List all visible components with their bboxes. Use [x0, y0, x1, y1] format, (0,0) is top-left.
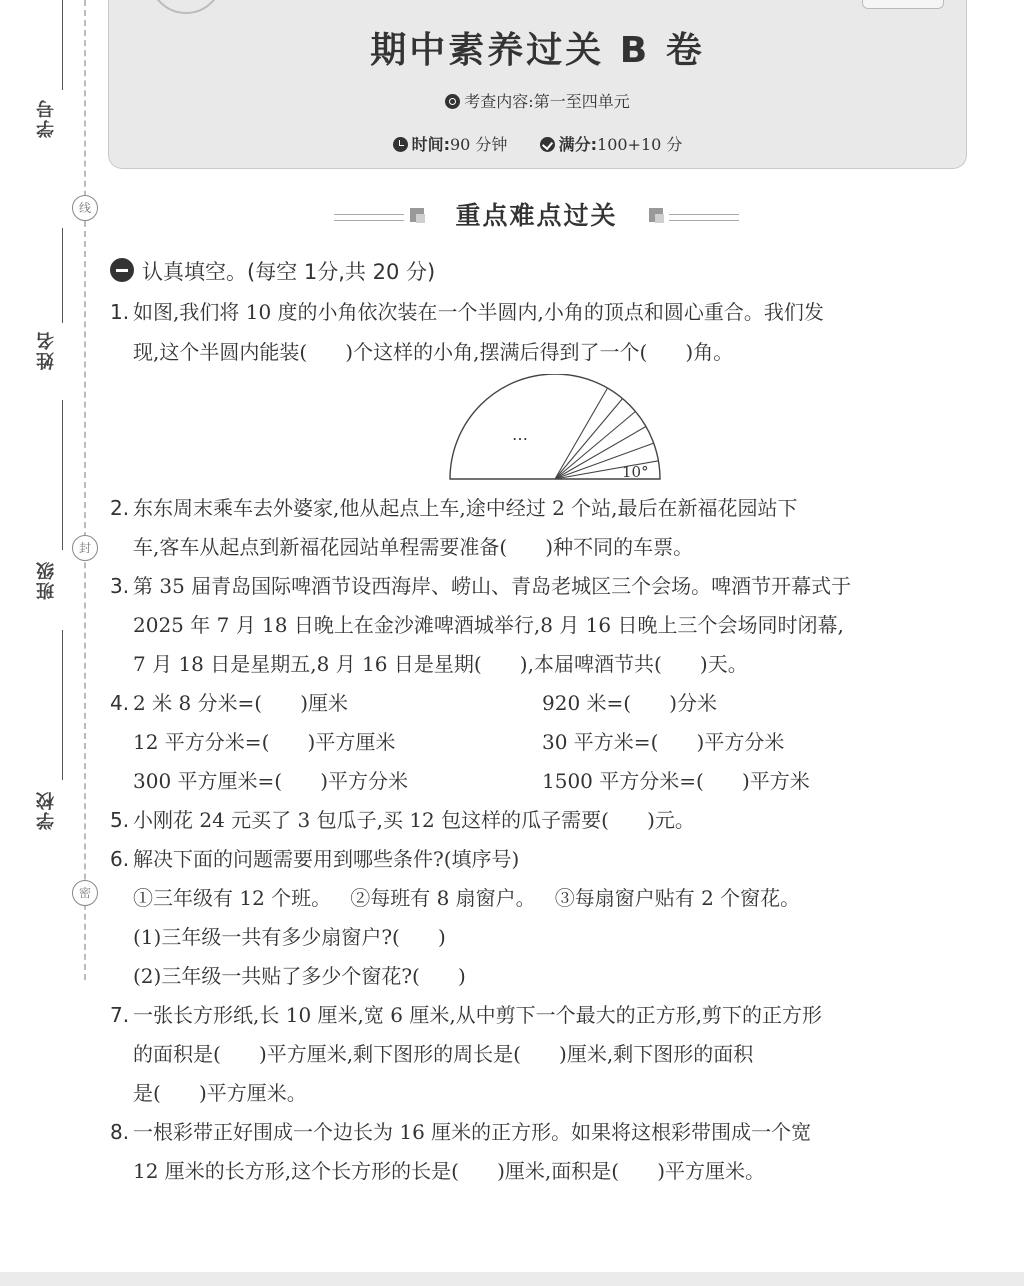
q7-number: 7. — [110, 1003, 130, 1027]
exam-header — [108, 0, 967, 169]
figure-angle-label: 10° — [622, 463, 649, 481]
class-line — [62, 400, 63, 550]
section-square-left — [410, 208, 424, 222]
q4-item-6: 1500 平方分米=( )平方米 — [542, 769, 810, 793]
q5-number: 5. — [110, 808, 130, 832]
q1-number: 1. — [110, 300, 130, 324]
q4-number: 4. — [110, 691, 130, 715]
part-one-title: 认真填空。(每空 1分,共 20 分) — [142, 260, 436, 284]
q2-line-2: 车,客车从起点到新福花园站单程需要准备( )种不同的车票。 — [133, 535, 694, 559]
exam-title: 期中素养过关 B 卷 — [370, 30, 705, 71]
scope-label: 考查内容: — [464, 92, 534, 111]
q1-semicircle-figure — [448, 374, 662, 484]
q6-sub-1: (1)三年级一共有多少扇窗户?( ) — [133, 925, 446, 949]
q6-sub-2: (2)三年级一共贴了多少个窗花?( ) — [133, 964, 466, 988]
q4-item-3: 12 平方分米=( )平方厘米 — [133, 730, 396, 754]
q2-number: 2. — [110, 496, 130, 520]
q3-number: 3. — [110, 574, 130, 598]
q1-line-1: 如图,我们将 10 度的小角依次装在一个半圆内,小角的顶点和圆心重合。我们发 — [133, 300, 824, 324]
q3-line-3: 7 月 18 日是星期五,8 月 16 日是星期( ),本届啤酒节共( )天。 — [133, 652, 748, 676]
score-label: 满分: — [558, 135, 598, 154]
q3-line-2: 2025 年 7 月 18 日晚上在金沙滩啤酒城举行,8 月 16 日晚上三个会场同时闭幕, — [133, 613, 844, 637]
clock-icon — [393, 137, 408, 152]
binding-margin — [0, 0, 100, 1000]
section-square-right — [649, 208, 663, 222]
school-line — [62, 630, 63, 780]
exam-scope — [109, 89, 966, 112]
time-value: 90 分钟 — [449, 135, 508, 154]
q4-item-4: 30 平方米=( )平方分米 — [542, 730, 785, 754]
semicircle-diagram — [448, 374, 662, 484]
q1-line-2: 现,这个半圆内能装( )个这样的小角,摆满后得到了一个( )角。 — [133, 340, 734, 364]
part-number-badge — [110, 258, 134, 282]
q6-line-1: 解决下面的问题需要用到哪些条件?(填序号) — [133, 847, 520, 871]
scope-value: 第一至四单元 — [533, 92, 630, 111]
class-label: 班级 — [36, 560, 57, 600]
header-decoration-circle — [149, 0, 223, 14]
seal-xian: 线 — [72, 195, 98, 221]
student-name-label: 姓名 — [36, 330, 57, 370]
student-name-line — [62, 228, 63, 323]
school-label: 学校 — [36, 790, 57, 830]
student-number-label: 学号 — [36, 98, 57, 138]
exam-time-score — [109, 132, 966, 155]
student-number-line — [62, 0, 63, 90]
header-decoration-tab — [862, 0, 944, 9]
q8-number: 8. — [110, 1120, 130, 1144]
score-value: 100+10 分 — [597, 135, 683, 154]
seal-feng: 封 — [72, 535, 98, 561]
q8-line-2: 12 厘米的长方形,这个长方形的长是( )厘米,面积是( )平方厘米。 — [133, 1159, 766, 1183]
section-title: 重点难点过关 — [455, 201, 618, 230]
q7-line-1: 一张长方形纸,长 10 厘米,宽 6 厘米,从中剪下一个最大的正方形,剪下的正方形 — [133, 1003, 823, 1027]
q4-item-1: 2 米 8 分米=( )厘米 — [133, 691, 349, 715]
q2-line-1: 东东周末乘车去外婆家,他从起点上车,途中经过 2 个站,最后在新福花园站下 — [133, 496, 798, 520]
page-bottom-bar — [0, 1272, 1024, 1286]
q5-line-1: 小刚花 24 元买了 3 包瓜子,买 12 包这样的瓜子需要( )元。 — [133, 808, 695, 832]
section-rule-left — [334, 214, 404, 221]
q8-line-1: 一根彩带正好围成一个边长为 16 厘米的正方形。如果将这根彩带围成一个宽 — [133, 1120, 812, 1144]
q7-line-2: 的面积是( )平方厘米,剩下图形的周长是( )厘米,剩下图形的面积 — [133, 1042, 754, 1066]
part-one-heading — [110, 256, 435, 286]
section-heading — [108, 198, 965, 234]
search-icon — [445, 94, 460, 109]
q4-item-2: 920 米=( )分米 — [542, 691, 718, 715]
seal-mi: 密 — [72, 880, 98, 906]
q7-line-3: 是( )平方厘米。 — [133, 1081, 307, 1105]
q6-number: 6. — [110, 847, 130, 871]
q3-line-1: 第 35 届青岛国际啤酒节设西海岸、崂山、青岛老城区三个会场。啤酒节开幕式于 — [133, 574, 852, 598]
q6-conditions: ①三年级有 12 个班。 ②每班有 8 扇窗户。 ③每扇窗户贴有 2 个窗花。 — [133, 886, 801, 910]
time-label: 时间: — [411, 135, 450, 154]
figure-ellipsis: … — [512, 425, 528, 444]
cut-line — [84, 0, 86, 980]
q4-item-5: 300 平方厘米=( )平方分米 — [133, 769, 409, 793]
check-icon — [540, 137, 555, 152]
section-rule-right — [669, 214, 739, 221]
